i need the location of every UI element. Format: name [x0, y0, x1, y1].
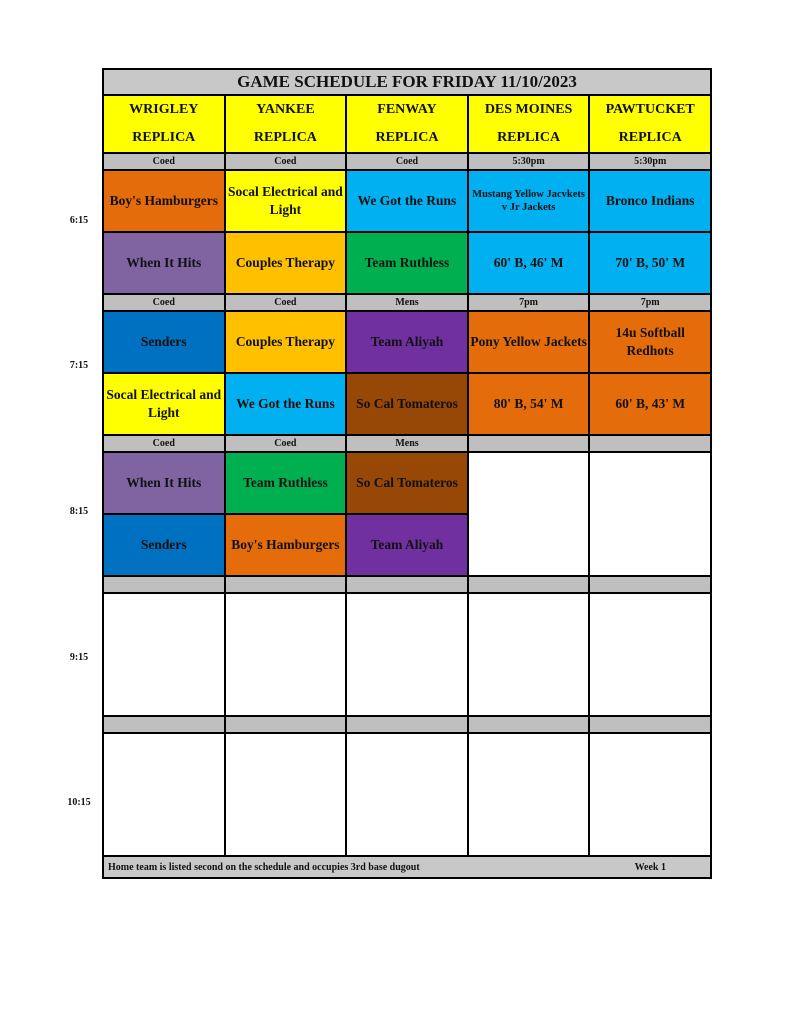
time-label-3: 8:15 — [69, 506, 89, 517]
team-cell: Pony Yellow Jackets — [468, 311, 590, 373]
team-cell: When It Hits — [103, 232, 225, 294]
time-label-4: 9:15 — [69, 652, 89, 663]
team-cell: Senders — [103, 514, 225, 576]
team-cell: Mustang Yellow Jacvkets v Jr Jackets — [468, 170, 590, 232]
field-name: FENWAY — [377, 102, 437, 117]
division-label: Mens — [346, 435, 468, 452]
division-label — [225, 576, 347, 593]
field-header — [225, 95, 347, 153]
field-name: WRIGLEY — [129, 102, 199, 117]
team-cell: Team Ruthless — [225, 452, 347, 514]
field-sub: REPLICA — [253, 130, 317, 145]
empty-cell — [589, 733, 711, 856]
division-label — [346, 576, 468, 593]
team-cell: Team Aliyah — [346, 514, 468, 576]
team-cell: So Cal Tomateros — [346, 452, 468, 514]
division-row — [103, 716, 711, 733]
field-sub: REPLICA — [497, 130, 561, 145]
empty-cell — [468, 593, 590, 716]
footer-note: Home team is listed second on the schedule and occupies 3rd base dugout — [108, 861, 420, 873]
footer-row — [103, 856, 711, 878]
team-cell: Socal Electrical and Light — [225, 170, 347, 232]
division-label: Coed — [225, 294, 347, 311]
field-header — [589, 95, 711, 153]
division-label: Coed — [346, 153, 468, 170]
field-header — [468, 95, 590, 153]
game-row — [103, 311, 711, 373]
field-sub: REPLICA — [132, 130, 196, 145]
distance-cell: 60' B, 46' M — [468, 232, 590, 294]
empty-row — [103, 593, 711, 716]
game-row — [103, 232, 711, 294]
time-label-1: 6:15 — [69, 215, 89, 226]
field-sub: REPLICA — [375, 130, 439, 145]
team-cell: Team Aliyah — [346, 311, 468, 373]
field-header — [346, 95, 468, 153]
division-label: 5:30pm — [589, 153, 711, 170]
division-label — [346, 716, 468, 733]
division-label: Coed — [103, 294, 225, 311]
team-cell: Couples Therapy — [225, 232, 347, 294]
week-label: Week 1 — [634, 861, 666, 873]
field-header — [103, 95, 225, 153]
schedule-title: GAME SCHEDULE FOR FRIDAY 11/10/2023 — [103, 69, 711, 95]
title-row — [103, 69, 711, 95]
division-label — [103, 576, 225, 593]
empty-cell — [225, 733, 347, 856]
schedule-table — [102, 68, 712, 879]
field-name: PAWTUCKET — [605, 102, 695, 117]
game-row — [103, 170, 711, 232]
team-cell: When It Hits — [103, 452, 225, 514]
division-label — [225, 716, 347, 733]
division-label: Coed — [103, 153, 225, 170]
division-row — [103, 576, 711, 593]
empty-cell — [589, 593, 711, 716]
division-label — [589, 576, 711, 593]
distance-cell: 70' B, 50' M — [589, 232, 711, 294]
team-cell: Couples Therapy — [225, 311, 347, 373]
team-cell: Socal Electrical and Light — [103, 373, 225, 435]
division-label — [468, 435, 590, 452]
division-label: 7pm — [589, 294, 711, 311]
team-cell: Team Ruthless — [346, 232, 468, 294]
division-label: Mens — [346, 294, 468, 311]
distance-cell: 60' B, 43' M — [589, 373, 711, 435]
division-label — [589, 716, 711, 733]
field-name: YANKEE — [256, 102, 315, 117]
division-label: Coed — [103, 435, 225, 452]
game-row — [103, 373, 711, 435]
time-label-2: 7:15 — [69, 360, 89, 371]
team-cell: We Got the Runs — [225, 373, 347, 435]
empty-cell — [468, 733, 590, 856]
empty-cell — [346, 593, 468, 716]
time-label-5: 10:15 — [67, 797, 91, 808]
division-row — [103, 435, 711, 452]
empty-cell — [225, 593, 347, 716]
footer-cell — [103, 856, 711, 878]
team-cell: Boy's Hamburgers — [103, 170, 225, 232]
division-label — [468, 716, 590, 733]
division-label: Coed — [225, 435, 347, 452]
team-cell: 14u Softball Redhots — [589, 311, 711, 373]
empty-cell — [103, 593, 225, 716]
team-cell: So Cal Tomateros — [346, 373, 468, 435]
team-cell: Senders — [103, 311, 225, 373]
distance-cell: 80' B, 54' M — [468, 373, 590, 435]
empty-cell — [589, 452, 711, 576]
division-label — [589, 435, 711, 452]
division-row — [103, 153, 711, 170]
division-row — [103, 294, 711, 311]
division-label: Coed — [225, 153, 347, 170]
division-label — [103, 716, 225, 733]
empty-cell — [468, 452, 590, 576]
division-label: 5:30pm — [468, 153, 590, 170]
field-sub: REPLICA — [618, 130, 682, 145]
division-label: 7pm — [468, 294, 590, 311]
field-name: DES MOINES — [484, 102, 573, 117]
team-cell: Bronco Indians — [589, 170, 711, 232]
field-header-row — [103, 95, 711, 153]
empty-row — [103, 733, 711, 856]
empty-cell — [346, 733, 468, 856]
team-cell: We Got the Runs — [346, 170, 468, 232]
team-cell: Boy's Hamburgers — [225, 514, 347, 576]
empty-cell — [103, 733, 225, 856]
game-row — [103, 452, 711, 514]
division-label — [468, 576, 590, 593]
